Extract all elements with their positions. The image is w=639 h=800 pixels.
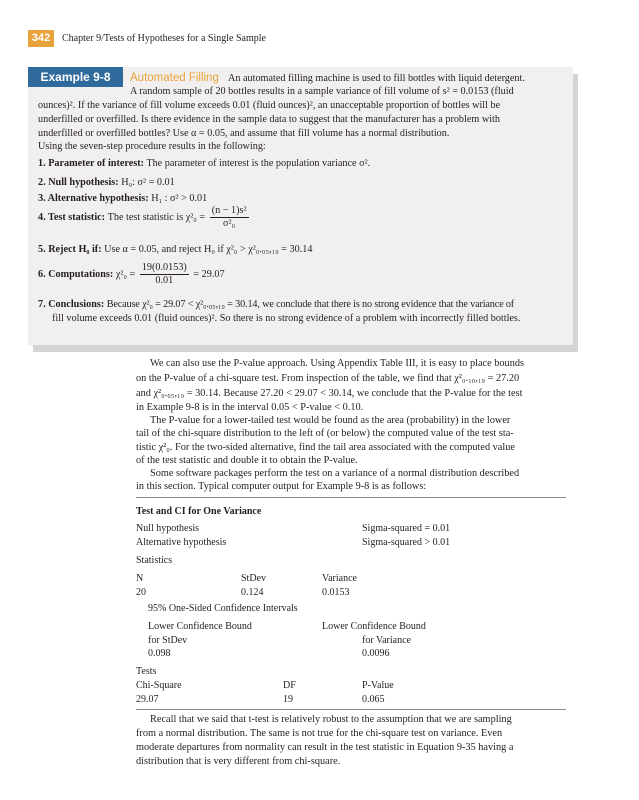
stats-header-n: N: [136, 573, 144, 584]
step-text: Use α = 0.05, and reject H₀ if χ²₀ > χ²₀.₀₅,₁₉ = 30.14: [104, 244, 313, 255]
output-bottom-rule: [136, 709, 566, 710]
tests-header-pvalue: P-Value: [362, 680, 394, 691]
computation-fraction: [140, 262, 189, 287]
ci-sub-variance: for Variance: [362, 635, 411, 646]
stats-header-stdev: StDev: [241, 573, 266, 584]
step-result: = 29.07: [193, 269, 225, 280]
step-4: [38, 205, 251, 230]
fraction-denominator: σ²₀: [223, 218, 236, 229]
ci-header-variance: Lower Confidence Bound: [322, 621, 426, 632]
step-text: Because χ²₀ = 29.07 < χ²₀.₀₅,₁₉ = 30.14, we conclude that there is no strong evidence that the variance of: [106, 299, 515, 310]
paragraph-line: from a normal distribution. The same is not true for the chi-square test on variance. Even: [136, 728, 503, 739]
tests-value-chisq: 29.07: [136, 694, 159, 705]
step-label: 6. Computations:: [38, 269, 114, 280]
alt-hypothesis-value: Sigma-squared > 0.01: [362, 537, 451, 548]
paragraph-line: of the test statistic and double it to obtain the P-value.: [136, 455, 358, 466]
paragraph-line: tail of the chi-square distribution to the left of (or below) the computed value of the test sta-: [136, 428, 514, 439]
paragraph-line: We can also use the P-value approach. Using Appendix Table III, it is easy to place bounds: [150, 358, 524, 369]
example-intro-line: underfilled or overfilled. Is there evidence in the sample data to suggest that the manufacturer has a problem with: [38, 114, 500, 125]
example-intro-line: ounces)². If the variance of fill volume exceeds 0.01 (fluid ounces)², an unacceptable proportion of bottles will be: [38, 100, 501, 111]
stats-value-stdev: 0.124: [241, 587, 264, 598]
step-text: H₁ : σ² > 0.01: [151, 193, 208, 204]
example-intro-line: Using the seven-step procedure results in the following:: [38, 141, 266, 152]
ci-value-stdev: 0.098: [148, 648, 171, 659]
paragraph-line: and χ²₀.₀₅,₁₉ = 30.14. Because 27.20 < 29.07 < 30.14, we conclude that the P-value for the test: [136, 388, 523, 399]
paragraph-line: tistic χ²₀. For the two-sided alternative, find the tail area associated with the computed value: [136, 442, 515, 453]
running-head: Chapter 9/Tests of Hypotheses for a Single Sample: [62, 33, 266, 44]
page-number: 342: [28, 30, 54, 47]
ci-label: 95% One-Sided Confidence Intervals: [148, 603, 298, 614]
step-label: 5. Reject H₀ if:: [38, 244, 102, 255]
step-label: 1. Parameter of interest:: [38, 158, 144, 169]
step-1: [38, 157, 370, 170]
statistics-label: Statistics: [136, 555, 173, 566]
ci-value-variance: 0.0096: [362, 648, 390, 659]
null-hypothesis-value: Sigma-squared = 0.01: [362, 523, 451, 534]
step-label: 4. Test statistic:: [38, 212, 106, 223]
step-7: [38, 298, 514, 311]
paragraph-line: on the P-value of a chi-square test. From inspection of the table, we find that χ²₀.₁₀,₁₉ = 27.20: [136, 373, 520, 384]
fraction-denominator: 0.01: [155, 275, 174, 286]
paragraph-line: moderate departures from normality can result in the test statistic in Equation 9-35 having a: [136, 742, 514, 753]
step-text: H₀: σ² = 0.01: [121, 177, 175, 188]
paragraph-line: in this section. Typical computer output for Example 9-8 is as follows:: [136, 481, 427, 492]
example-tab: Example 9-8: [28, 67, 123, 87]
step-3: [38, 192, 207, 205]
alt-hypothesis-label: Alternative hypothesis: [136, 537, 227, 548]
ci-header-stdev: Lower Confidence Bound: [148, 621, 252, 632]
stats-value-n: 20: [136, 587, 146, 598]
output-title: Test and CI for One Variance: [136, 506, 262, 517]
example-intro-line: An automated filling machine is used to fill bottles with liquid detergent.: [228, 73, 525, 84]
fraction-numerator: 19(0.0153): [141, 262, 187, 273]
stats-value-variance: 0.0153: [322, 587, 350, 598]
null-hypothesis-label: Null hypothesis: [136, 523, 200, 534]
step-label: 2. Null hypothesis:: [38, 177, 119, 188]
paragraph-line: The P-value for a lower-tailed test would be found as the area (probability) in the lower: [150, 415, 511, 426]
ci-sub-stdev: for StDev: [148, 635, 188, 646]
stats-header-variance: Variance: [322, 573, 357, 584]
example-intro-line: underfilled or overfilled bottles? Use α = 0.05, and assume that fill volume has a normal distribution.: [38, 128, 450, 139]
step-label: 3. Alternative hypothesis:: [38, 193, 149, 204]
step-text: χ²₀ =: [115, 269, 136, 280]
step-text: The parameter of interest is the population variance σ².: [146, 158, 371, 169]
step-2: [38, 176, 175, 189]
step-text: The test statistic is χ²₀ =: [107, 212, 206, 223]
step-6: [38, 262, 225, 287]
tests-label: Tests: [136, 666, 157, 677]
test-statistic-fraction: [210, 205, 249, 230]
output-top-rule: [136, 497, 566, 498]
tests-value-df: 19: [283, 694, 293, 705]
paragraph-line: Some software packages perform the test on a variance of a normal distribution described: [150, 468, 520, 479]
paragraph-line: distribution that is very different from chi-square.: [136, 756, 341, 767]
paragraph-line: in Example 9-8 is in the interval 0.05 < P-value < 0.10.: [136, 402, 364, 413]
tests-header-df: DF: [283, 680, 296, 691]
fraction-numerator: (n − 1)s²: [211, 205, 247, 216]
tests-value-pvalue: 0.065: [362, 694, 385, 705]
example-intro-line: A random sample of 20 bottles results in a sample variance of fill volume of s² = 0.0153 (fluid: [130, 86, 514, 97]
step-label: 7. Conclusions:: [38, 299, 105, 310]
step-5: [38, 243, 312, 256]
step-7-continued: fill volume exceeds 0.01 (fluid ounces)². So there is no strong evidence of a problem with incorrectly filled bottles.: [52, 313, 521, 324]
paragraph-line: Recall that we said that t-test is relatively robust to the assumption that we are sampling: [150, 714, 512, 725]
example-title: Automated Filling: [130, 72, 219, 84]
tests-header-chisq: Chi-Square: [136, 680, 182, 691]
